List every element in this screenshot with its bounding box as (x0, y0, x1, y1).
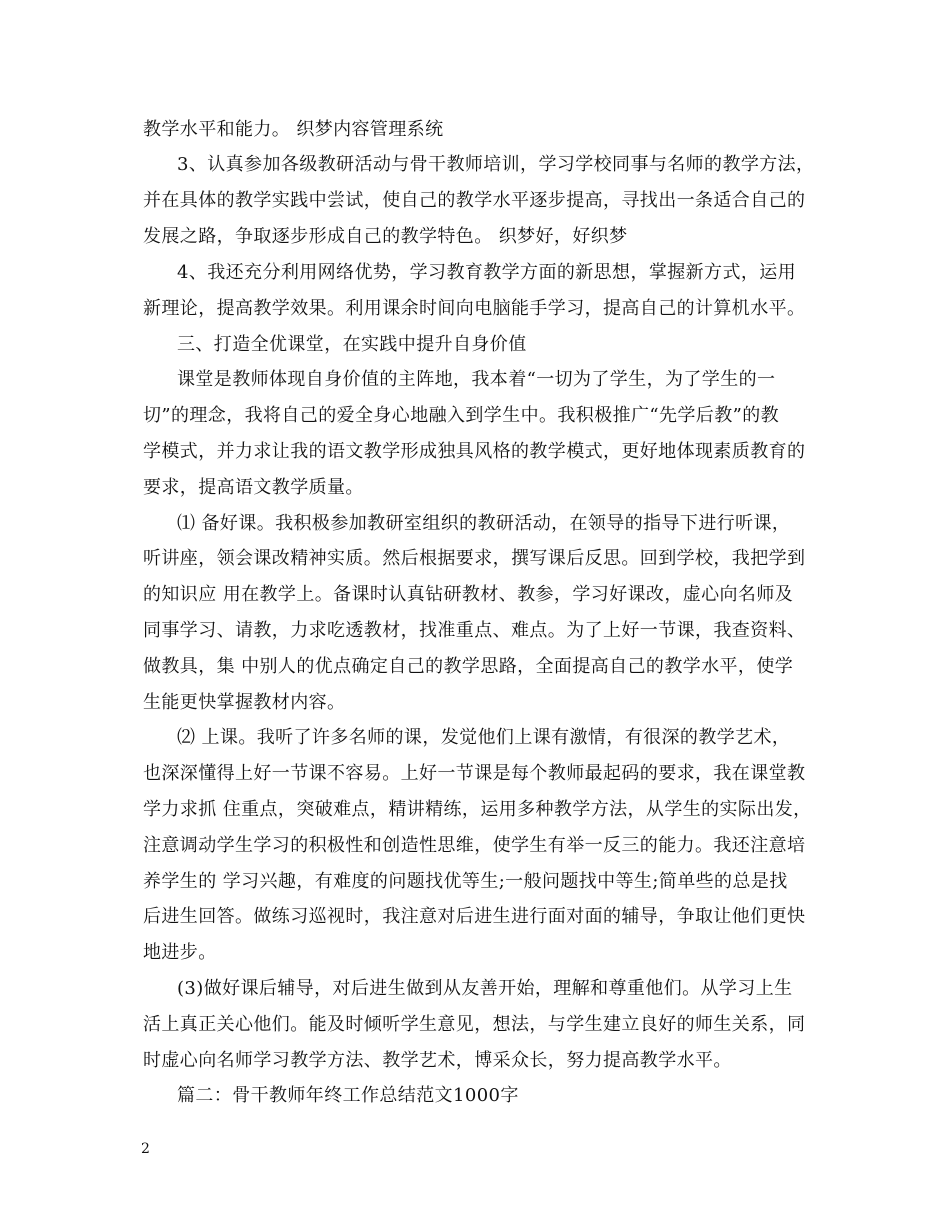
text-line: 学力求抓 住重点，突破难点，精讲精练，运用多种教学方法，从学生的实际出发， (143, 799, 812, 820)
text-line: 生能更快掌握教材内容。 (143, 692, 346, 713)
text-line: 4、我还充分利用网络优势，学习教育教学方面的新思想，掌握新方式，运用 (177, 262, 797, 283)
text-line: 要求，提高语文教学质量。 (143, 477, 364, 498)
section-heading: 篇二：骨干教师年终工作总结范文1000字 (177, 1085, 519, 1106)
section-heading: 三、打造全优课堂，在实践中提升自身价值 (177, 334, 527, 355)
text-line: ⑴ 备好课。我积极参加教研室组织的教研活动，在领导的指导下进行听课， (177, 513, 791, 534)
text-line: 切”的理念，我将自己的爱全身心地融入到学生中。我积极推广“先学后教”的教 (143, 405, 780, 426)
text-line: 学模式，并力求让我的语文教学形成独具风格的教学模式，更好地体现素质教育的 (143, 441, 806, 462)
text-line: 的知识应 用在教学上。备课时认真钻研教材、教参，学习好课改，虚心向名师及 (143, 584, 794, 605)
text-line: 课堂是教师体现自身价值的主阵地，我本着“一切为了学生，为了学生的一 (177, 369, 776, 390)
text-line: 养学生的 学习兴趣，有难度的问题找优等生;一般问题找中等生;简单些的总是找 (143, 871, 788, 892)
text-line: 后进生回答。做练习巡视时，我注意对后进生进行面对面的辅导，争取让他们更快 (143, 906, 806, 927)
text-line: 做教具，集 中别人的优点确定自己的教学思路，全面提高自己的教学水平，使学 (143, 656, 794, 677)
text-line: 新理论，提高教学效果。利用课余时间向电脑能手学习，提高自己的计算机水平。 (143, 298, 806, 319)
text-line: ⑵ 上课。我听了许多名师的课，发觉他们上课有激情，有很深的教学艺术， (177, 727, 791, 748)
text-line: 地进步。 (143, 942, 217, 963)
text-line: 活上真正关心他们。能及时倾听学生意见，想法，与学生建立良好的师生关系，同 (143, 1014, 806, 1035)
text-line: 同事学习、请教，力求吃透教材，找准重点、难点。为了上好一节课，我查资料、 (143, 620, 806, 641)
text-line: 听讲座，领会课改精神实质。然后根据要求，撰写课后反思。回到学校，我把学到 (143, 548, 806, 569)
text-line: 发展之路，争取逐步形成自己的教学特色。 织梦好，好织梦 (143, 226, 628, 247)
text-line: 教学水平和能力。 织梦内容管理系统 (143, 119, 444, 140)
text-line: (3)做好课后辅导，对后进生做到从友善开始，理解和尊重他们。从学习上生 (177, 978, 793, 999)
text-line: 时虚心向名师学习教学方法、教学艺术，博采众长，努力提高教学水平。 (143, 1050, 732, 1071)
text-line: 并在具体的教学实践中尝试，使自己的教学水平逐步提高，寻找出一条适合自己的 (143, 190, 806, 211)
text-line: 3、认真参加各级教研活动与骨干教师培训，学习学校同事与名师的教学方法， (177, 154, 815, 175)
text-line: 注意调动学生学习的积极性和创造性思维，使学生有举一反三的能力。我还注意培 (143, 835, 806, 856)
page-number: 2 (141, 1141, 150, 1157)
text-line: 也深深懂得上好一节课不容易。上好一节课是每个教师最起码的要求，我在课堂教 (143, 763, 806, 784)
